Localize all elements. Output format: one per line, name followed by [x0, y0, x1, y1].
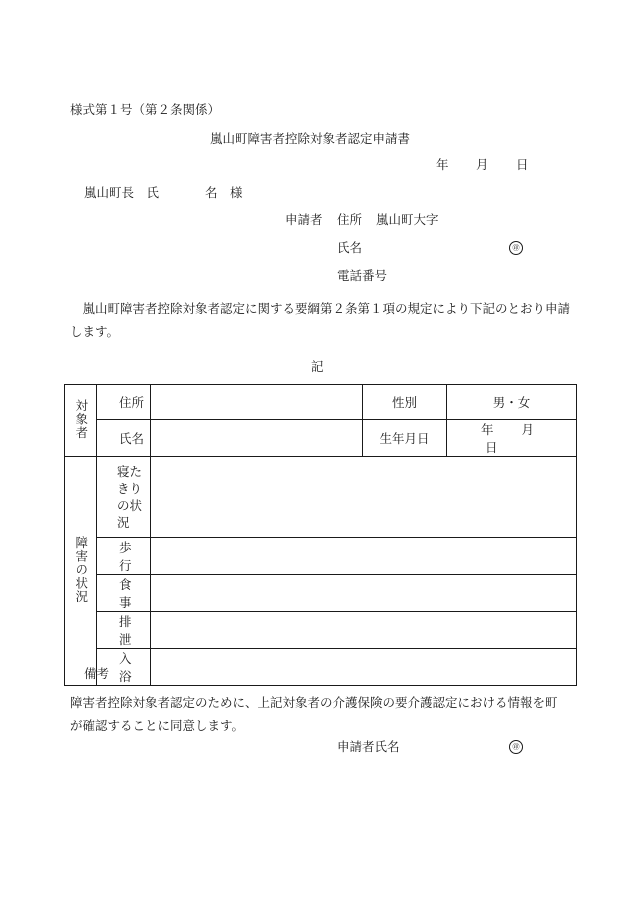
form-number: 様式第１号（第２条関係）: [70, 102, 221, 117]
subject-name-input[interactable]: [151, 420, 363, 457]
request-body-text: 嵐山町障害者控除対象者認定に関する要綱第２条第１項の規定により下記のとおり申請します。: [70, 301, 571, 339]
eating-input[interactable]: [151, 575, 577, 612]
applicant-label: 申請者: [285, 212, 323, 227]
addressee-name-label: 名: [205, 185, 218, 200]
table-row: [65, 538, 577, 575]
signature-seal: ㊞: [509, 740, 523, 754]
subject-address-input[interactable]: [151, 385, 363, 420]
applicant-phone-label: 電話番号: [337, 268, 388, 283]
date-day-label: 日: [516, 157, 529, 172]
date-month-label: 月: [476, 157, 489, 172]
application-table: [64, 384, 577, 686]
bedridden-input[interactable]: [151, 457, 577, 538]
table-row: [65, 612, 577, 649]
excretion-label-cell: 排 泄: [97, 612, 151, 649]
excretion-input[interactable]: [151, 612, 577, 649]
addressee-honorific: 様: [230, 185, 243, 200]
remarks-label: 備考: [84, 666, 110, 681]
disability-header: 障害の状況: [73, 535, 89, 604]
table-row: [65, 649, 577, 686]
dob-input[interactable]: 年 月日: [447, 420, 577, 457]
eating-label-cell: 食 事: [97, 575, 151, 612]
applicant-seal: ㊞: [509, 241, 523, 255]
gender-label-cell: 性別: [363, 385, 447, 420]
table-row: [65, 385, 577, 420]
disability-header-cell: [65, 457, 97, 686]
applicant-address-value: 嵐山町大字: [376, 212, 439, 227]
addressee-prefix: 嵐山町長 氏: [84, 185, 160, 200]
walking-label-cell: 歩 行: [97, 538, 151, 575]
date-year-label: 年: [436, 157, 449, 172]
walking-input[interactable]: [151, 538, 577, 575]
table-row: [65, 575, 577, 612]
ki-heading: 記: [311, 359, 324, 374]
subject-header: 対象者: [73, 398, 89, 440]
gender-value-cell[interactable]: 男・女: [447, 385, 577, 420]
dob-label-cell: 生年月日: [363, 420, 447, 457]
applicant-name-label: 氏名: [337, 240, 363, 255]
name-label-cell: 氏名: [97, 420, 151, 457]
consent-text: 障害者控除対象者認定のために、上記対象者の介護保険の要介護認定における情報を町が確認することに同意します。: [70, 695, 558, 733]
bedridden-label-cell: 寝たきりの状況: [97, 457, 151, 538]
page-title: 嵐山町障害者控除対象者認定申請書: [210, 131, 411, 146]
address-label-cell: 住所: [97, 385, 151, 420]
table-row: [65, 420, 577, 457]
applicant-address-label: 住所: [337, 212, 363, 227]
subject-header-cell: [65, 385, 97, 457]
bathing-label-cell: 入 浴: [97, 649, 151, 686]
bathing-input[interactable]: [151, 649, 577, 686]
signature-label: 申請者氏名: [337, 739, 400, 754]
table-row: [65, 457, 577, 538]
